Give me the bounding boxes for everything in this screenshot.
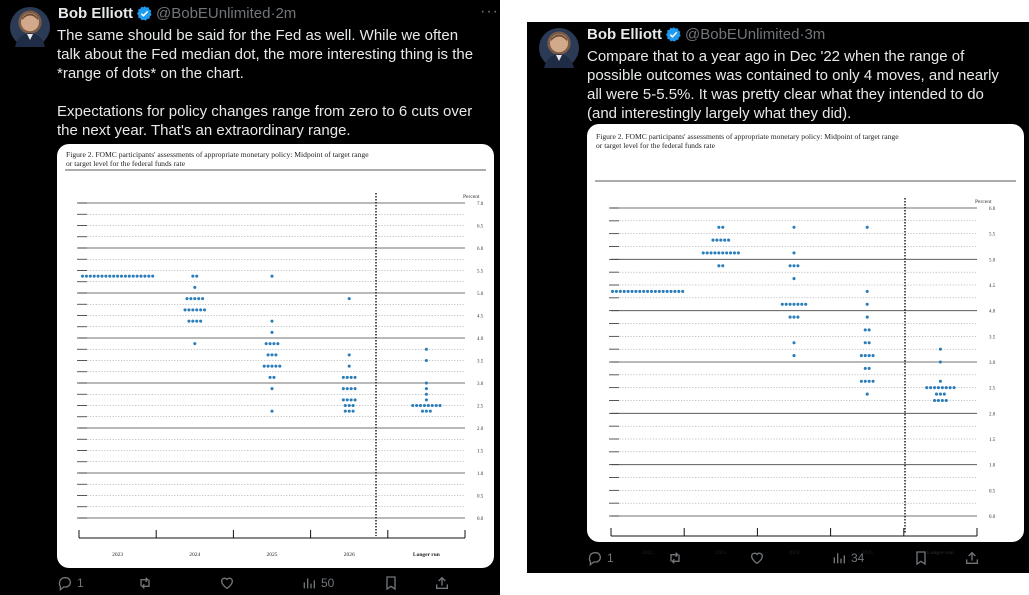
views-button[interactable] [831, 550, 864, 566]
dot-plot-chart [57, 144, 494, 568]
fomc-dot [949, 386, 952, 389]
fomc-dot [721, 226, 724, 229]
fomc-dot [342, 398, 345, 401]
fomc-dot [715, 239, 718, 242]
fomc-dot [348, 404, 351, 407]
timestamp[interactable]: 2m [275, 5, 297, 22]
fomc-dot [151, 275, 154, 278]
fomc-dot [713, 251, 716, 254]
y-tick-label: 2.5 [989, 386, 996, 392]
y-tick-label: 4.5 [477, 314, 484, 320]
y-tick-label: 1.0 [989, 463, 996, 469]
fomc-dot [195, 320, 198, 323]
tweet-paragraph: Compare that to a year ago in Dec '22 when the range of possible outcomes was contained to only 4 moves, and nearly all were 5-5.5%. It was pretty clear what they intended to do (and interestingly largely what they did). [587, 48, 999, 122]
fomc-dot [427, 404, 430, 407]
fomc-dot [717, 251, 720, 254]
fomc-dot [866, 226, 869, 229]
fomc-dot [792, 303, 795, 306]
fomc-dot [270, 387, 273, 390]
fomc-dot [270, 365, 273, 368]
y-tick-label: 2.0 [477, 427, 484, 432]
fomc-dot [864, 354, 867, 357]
fomc-dot [419, 404, 422, 407]
repost-button[interactable] [137, 575, 153, 591]
fomc-dot [929, 386, 932, 389]
fomc-dot [868, 341, 871, 344]
y-tick-label: 0.5 [989, 489, 996, 495]
fomc-dot [941, 386, 944, 389]
heart-icon [749, 550, 765, 566]
fomc-dot [425, 359, 428, 362]
y-tick-label: 4.5 [989, 284, 996, 289]
fomc-dot [354, 376, 357, 379]
fomc-dot [89, 275, 92, 278]
tweet-text [587, 47, 1012, 123]
dot-separator: · [799, 26, 805, 43]
fomc-dot [719, 239, 722, 242]
fomc-dot [348, 297, 351, 300]
views-count: 50 [321, 576, 335, 590]
fomc-dot [423, 404, 426, 407]
y-tick-label: 1.0 [477, 472, 484, 477]
fomc-dot [634, 290, 637, 293]
fomc-dot [717, 264, 720, 267]
fomc-dot [792, 277, 795, 280]
chart-caption: or target level for the federal funds rate [596, 141, 715, 150]
fomc-dot [85, 275, 88, 278]
fomc-dot [666, 290, 669, 293]
fomc-dot [203, 308, 206, 311]
category-label: 2026 [343, 552, 355, 558]
repost-button[interactable] [667, 550, 683, 566]
fomc-dot [785, 303, 788, 306]
fomc-dot [864, 328, 867, 331]
fomc-dot [702, 251, 705, 254]
fomc-dot [627, 290, 630, 293]
fomc-dot [193, 297, 196, 300]
fomc-dot [939, 393, 942, 396]
fomc-dot [796, 303, 799, 306]
fomc-dot [267, 365, 270, 368]
fomc-dot [346, 376, 349, 379]
fomc-dot [132, 275, 135, 278]
fomc-dot [269, 342, 272, 345]
fomc-dot [781, 303, 784, 306]
fomc-dot [425, 381, 428, 384]
fomc-dot [263, 365, 266, 368]
fomc-dot [673, 290, 676, 293]
fomc-dot [646, 290, 649, 293]
avatar[interactable] [10, 7, 50, 47]
fomc-dot [270, 275, 273, 278]
fomc-dot [937, 399, 940, 402]
fomc-dot [677, 290, 680, 293]
fomc-dot [97, 275, 100, 278]
fomc-dot [800, 303, 803, 306]
fomc-dot [725, 251, 728, 254]
fomc-dot [868, 354, 871, 357]
fomc-dot [658, 290, 661, 293]
y-tick-label: 5.0 [477, 292, 484, 297]
fomc-dot [945, 399, 948, 402]
share-icon [434, 575, 450, 591]
bookmark-button[interactable] [383, 575, 399, 591]
fomc-dot [435, 404, 438, 407]
fomc-dot [278, 365, 281, 368]
fomc-dot [187, 308, 190, 311]
fomc-dot [789, 303, 792, 306]
fomc-dot [270, 320, 273, 323]
fomc-dot [350, 398, 353, 401]
fomc-dot [191, 275, 194, 278]
fomc-dot [866, 316, 869, 319]
fomc-dot [868, 328, 871, 331]
category-label: 2022 [642, 550, 654, 556]
y-tick-label: 3.5 [477, 359, 484, 365]
reply-button[interactable] [587, 550, 614, 566]
fomc-dot [717, 226, 720, 229]
y-tick-label: 6.0 [477, 247, 484, 252]
share-icon [964, 550, 980, 566]
reply-icon [57, 575, 73, 591]
views-count: 34 [851, 551, 865, 565]
tweet-left[interactable] [0, 0, 500, 595]
like-button[interactable] [219, 575, 235, 591]
fomc-dot [710, 251, 713, 254]
fomc-dot [638, 290, 641, 293]
bookmark-button[interactable] [913, 550, 929, 566]
repost-icon [137, 575, 153, 591]
fomc-dot [733, 251, 736, 254]
handle[interactable]: @BobEUnlimited [685, 26, 800, 43]
fomc-dot [112, 275, 115, 278]
fomc-dot [789, 264, 792, 267]
fomc-dot [136, 275, 139, 278]
fomc-dot [737, 251, 740, 254]
fomc-dot [611, 290, 614, 293]
fomc-dot [191, 320, 194, 323]
views-bar-icon [301, 575, 317, 591]
fomc-dot [116, 275, 119, 278]
fomc-dot [425, 393, 428, 396]
fomc-dot [120, 275, 123, 278]
more-dots-icon[interactable]: ··· [480, 3, 499, 20]
fomc-dot [270, 410, 273, 413]
reply-count: 1 [77, 576, 84, 590]
fomc-dot [796, 264, 799, 267]
y-tick-label: 4.0 [989, 309, 996, 315]
fomc-dot [864, 341, 867, 344]
category-label: Longer run [412, 552, 440, 558]
y-tick-label: 2.0 [989, 412, 996, 418]
fomc-dot [81, 275, 84, 278]
fomc-dot [199, 308, 202, 311]
y-tick-label: 3.0 [477, 382, 484, 387]
fomc-dot [270, 331, 273, 334]
fomc-dot [654, 290, 657, 293]
share-button[interactable] [964, 550, 980, 566]
fomc-dot [195, 308, 198, 311]
y-tick-label: 5.5 [989, 232, 996, 238]
fomc-dot [344, 410, 347, 413]
handle[interactable]: @BobEUnlimited [156, 5, 271, 22]
y-tick-label: 5.5 [477, 269, 484, 275]
fomc-dot [792, 316, 795, 319]
tweet-text [57, 26, 477, 140]
views-bar-icon [831, 550, 847, 566]
fomc-dot [425, 398, 428, 401]
chart-caption: or target level for the federal funds rate [66, 159, 185, 168]
fomc-dot [431, 404, 434, 407]
fomc-dot [925, 386, 928, 389]
fomc-dot [425, 387, 428, 390]
fomc-dot [199, 320, 202, 323]
fomc-dot [681, 290, 684, 293]
fomc-dot [274, 353, 277, 356]
fomc-dot [108, 275, 111, 278]
fomc-dot [193, 342, 196, 345]
fomc-dot [669, 290, 672, 293]
fomc-dot [197, 297, 200, 300]
fomc-dot [789, 316, 792, 319]
fomc-dot [650, 290, 653, 293]
fomc-dot [711, 239, 714, 242]
views-button[interactable] [301, 575, 334, 591]
fomc-dot [348, 365, 351, 368]
fomc-dot [941, 399, 944, 402]
category-label: 2023 [112, 552, 124, 558]
y-tick-label: 0.0 [989, 515, 996, 520]
fomc-dot [201, 297, 204, 300]
fomc-dot [342, 387, 345, 390]
fomc-dot [193, 286, 196, 289]
fomc-dot [344, 404, 347, 407]
y-tick-label: 4.0 [477, 337, 484, 342]
fomc-dot [721, 264, 724, 267]
fomc-dot [662, 290, 665, 293]
fomc-dot [866, 303, 869, 306]
fomc-dot [425, 410, 428, 413]
tweet-right[interactable] [527, 22, 1029, 573]
y-tick-label: 2.5 [477, 404, 484, 410]
fomc-dot [348, 410, 351, 413]
y-axis-label: Percent [463, 194, 480, 200]
fomc-dot [415, 404, 418, 407]
fomc-dot [642, 290, 645, 293]
y-tick-label: 1.5 [477, 449, 484, 455]
category-label: 2025 [266, 552, 278, 558]
y-tick-label: 6.5 [477, 224, 484, 230]
chart-caption: Figure 2. FOMC participants' assessments of appropriate monetary policy: Midpoint of target range [66, 150, 369, 159]
category-label: 2023 [715, 550, 727, 556]
fomc-dot [937, 386, 940, 389]
fomc-dot [104, 275, 107, 278]
fomc-dot [139, 275, 142, 278]
fomc-dot [421, 410, 424, 413]
dot-plot-chart [587, 124, 1024, 556]
display-name[interactable]: Bob Elliott [58, 5, 133, 22]
verified-badge-icon [136, 5, 153, 22]
fomc-dot [429, 410, 432, 413]
fomc-dot [792, 251, 795, 254]
fomc-dot [352, 404, 355, 407]
fomc-dot [864, 367, 867, 370]
fomc-dot [147, 275, 150, 278]
fomc-dot [727, 239, 730, 242]
fomc-dot [274, 365, 277, 368]
fomc-dot [195, 275, 198, 278]
fomc-dot [939, 348, 942, 351]
like-button[interactable] [749, 550, 765, 566]
fomc-dot [270, 353, 273, 356]
fomc-dot [354, 398, 357, 401]
fomc-dot [342, 376, 345, 379]
fomc-dot [796, 316, 799, 319]
fomc-dot [721, 251, 724, 254]
fomc-dot [619, 290, 622, 293]
bookmark-icon [383, 575, 399, 591]
fomc-dot [185, 297, 188, 300]
reply-button[interactable] [57, 575, 84, 591]
fomc-dot [354, 387, 357, 390]
fomc-dot [872, 380, 875, 383]
fomc-dot [866, 393, 869, 396]
y-tick-label: 3.0 [989, 361, 996, 366]
fomc-dot [729, 251, 732, 254]
fomc-dot [866, 290, 869, 293]
fomc-dot [187, 320, 190, 323]
y-tick-label: 1.5 [989, 438, 996, 443]
fomc-dot [868, 367, 871, 370]
chart-image[interactable] [587, 124, 1024, 556]
category-label: 2025 [861, 550, 873, 556]
verified-badge-icon [665, 26, 682, 43]
fomc-dot [272, 376, 275, 379]
fomc-dot [939, 360, 942, 363]
fomc-dot [267, 353, 270, 356]
category-label: 2024 [788, 550, 800, 556]
fomc-dot [143, 275, 146, 278]
y-tick-label: 0.5 [477, 494, 484, 500]
fomc-dot [346, 398, 349, 401]
y-tick-label: 6.0 [989, 207, 996, 212]
fomc-dot [792, 226, 795, 229]
share-button[interactable] [434, 575, 450, 591]
heart-icon [219, 575, 235, 591]
fomc-dot [943, 393, 946, 396]
display-name[interactable]: Bob Elliott [587, 26, 662, 43]
repost-icon [667, 550, 683, 566]
chart-caption: Figure 2. FOMC participants' assessments of appropriate monetary policy: Midpoint of target range [596, 132, 899, 141]
fomc-dot [935, 393, 938, 396]
tweet-paragraph: The same should be said for the Fed as well. While we often talk about the Fed median dot, the more interesting thing is the *range of dots* on the chart. [57, 27, 474, 82]
fomc-dot [933, 386, 936, 389]
avatar[interactable] [539, 28, 579, 68]
fomc-dot [953, 386, 956, 389]
fomc-dot [93, 275, 96, 278]
fomc-dot [804, 303, 807, 306]
fomc-dot [191, 308, 194, 311]
fomc-dot [350, 387, 353, 390]
reply-count: 1 [607, 551, 614, 565]
fomc-dot [184, 308, 187, 311]
fomc-dot [933, 399, 936, 402]
fomc-dot [623, 290, 626, 293]
category-label: 2024 [189, 552, 201, 558]
fomc-dot [706, 251, 709, 254]
fomc-dot [792, 354, 795, 357]
dot-separator: · [270, 5, 276, 22]
fomc-dot [723, 239, 726, 242]
fomc-dot [615, 290, 618, 293]
timestamp[interactable]: 3m [804, 26, 826, 43]
fomc-dot [792, 341, 795, 344]
fomc-dot [128, 275, 131, 278]
fomc-dot [411, 404, 414, 407]
fomc-dot [860, 380, 863, 383]
fomc-dot [860, 354, 863, 357]
y-tick-label: 0.0 [477, 517, 484, 522]
y-tick-label: 7.0 [477, 202, 484, 207]
y-tick-label: 3.5 [989, 335, 996, 341]
category-label: Longer run [926, 550, 954, 556]
fomc-dot [265, 342, 268, 345]
fomc-dot [100, 275, 103, 278]
fomc-dot [425, 348, 428, 351]
chart-image[interactable] [57, 144, 494, 568]
fomc-dot [872, 354, 875, 357]
fomc-dot [945, 386, 948, 389]
fomc-dot [630, 290, 633, 293]
fomc-dot [348, 353, 351, 356]
fomc-dot [350, 376, 353, 379]
bookmark-icon [913, 550, 929, 566]
fomc-dot [189, 297, 192, 300]
fomc-dot [864, 380, 867, 383]
fomc-dot [868, 380, 871, 383]
y-axis-label: Percent [975, 199, 992, 205]
fomc-dot [269, 376, 272, 379]
fomc-dot [276, 342, 279, 345]
tweet-paragraph: Expectations for policy changes range from zero to 6 cuts over the next year. That's an extraordinary range. [57, 103, 473, 139]
fomc-dot [792, 264, 795, 267]
reply-icon [587, 550, 603, 566]
fomc-dot [352, 410, 355, 413]
fomc-dot [939, 380, 942, 383]
fomc-dot [272, 342, 275, 345]
y-tick-label: 5.0 [989, 258, 996, 264]
fomc-dot [124, 275, 127, 278]
fomc-dot [439, 404, 442, 407]
fomc-dot [346, 387, 349, 390]
